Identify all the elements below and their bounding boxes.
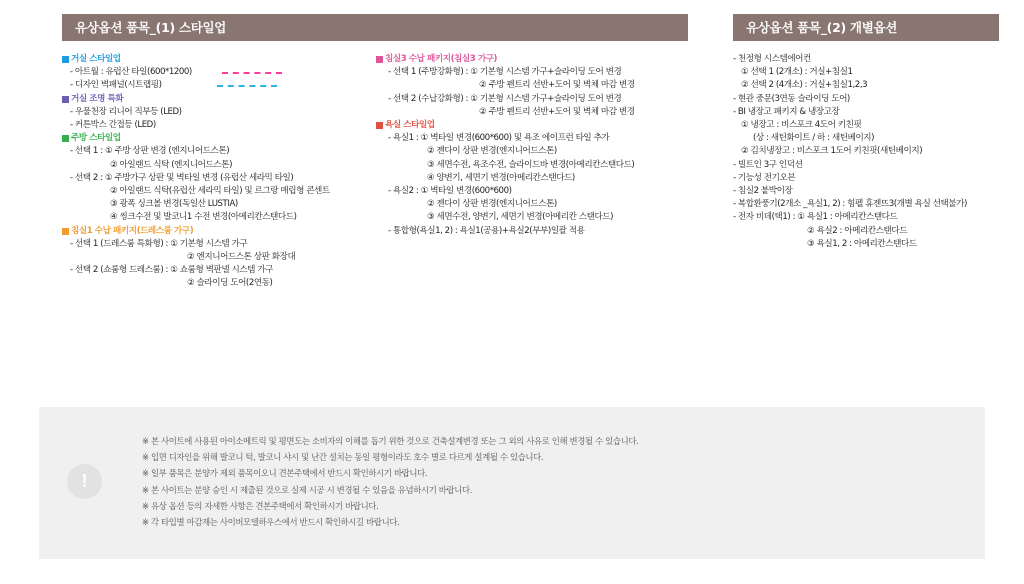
list-item: - 전자 비데(택1) : ① 욕실1 : 아메리칸스탠다드 [733,212,898,223]
living-room-section-title [62,53,330,66]
list-item: ② 엔지니어드스톤 상판 화장대 [187,252,296,263]
list-item: - 빌트인 3구 인덕션 [733,159,803,170]
list-item: ② 젠다이 상판 변경(엔지니어드스톤) [427,146,557,157]
section-title-text: 침실1 수납 패키지(드레스룸 가구) [71,225,194,236]
notice-line: ※ 각 타입별 마감재는 사이버모델하우스에서 반드시 확인하시길 바랍니다. [142,517,400,528]
section-title-text: 거실 조명 특화 [71,93,124,104]
notice-line: ※ 본 사이트는 분양 승인 시 제출된 것으로 실제 시공 시 변경될 수 있음을 유념하시기 바랍니다. [142,484,473,495]
section-header-individual-options: 유상옵션 품목_(2) 개별옵션 [733,14,999,41]
list-item: ② 선택 2 (4개소) : 거실+침실1,2,3 [741,80,868,91]
list-item: - 복합환풍기(2개소 _욕실1, 2) : 힘펠 휴젠뜨3(개별 욕실 선택불가) [733,199,967,210]
list-item: - 기능성 전기오븐 [733,172,796,183]
list-item: - BI 냉장고 패키지 & 냉장고장 [733,106,840,117]
section-title-text: 주방 스타일업 [71,133,121,144]
list-item: - 욕실1 : ① 벽타일 변경(600*600) 및 욕조 에이프런 타일 추가 [388,133,610,144]
list-item: - 현관 중문(3연동 슬라이딩 도어) [733,93,850,104]
style-up-column-1 [62,53,330,291]
list-item: ② 주방 펜트리 선반+도어 및 벽체 마감 변경 [479,80,635,91]
list-item: ③ 욕실1, 2 : 아메리칸스탠다드 [807,238,917,249]
list-item: - 천정형 시스템에어컨 [733,54,811,64]
item-text: - 디자인 벽패널(시트랩핑) [70,80,162,91]
item-text: - 아트월 : 유럽산 타일(600*1200) [70,67,192,78]
notice-line: ※ 입면 디자인을 위해 발코니 턱, 발코니 샤시 및 난간 설치는 동일 평형이라도 호수 별로 다르게 설계될 수 있습니다. [142,452,544,463]
section-title-text: 거실 스타일업 [71,54,121,64]
bath-section-title [376,119,635,132]
list-item: - 통합형(욕실1, 2) : 욕실1(공용)+욕실2(부부)일괄 적용 [388,225,585,236]
notice-line: ※ 유상 옵션 등의 자세한 사항은 견본주택에서 확인하시기 바랍니다. [142,500,379,511]
list-item: ② 젠다이 상판 변경(엔지니어드스톤) [427,199,557,210]
lighting-section-title [62,93,330,106]
list-item: ② 아일랜드 식탁 (엔지니어드스톤) [110,159,232,170]
bedroom3-square-icon [376,56,383,63]
list-item: - 커튼박스 간접등 (LED) [70,120,156,131]
list-item: ① 선택 1 (2개소) : 거실+침실1 [741,67,853,78]
list-item: - 선택 1 (드레스룸 특화형) : ① 기본형 시스템 가구 [70,238,248,249]
list-item: - 선택 2 (수납강화형) : ① 기본형 시스템 가구+슬라이딩 도어 변경 [388,93,622,104]
cyan-dash-legend-icon [217,85,277,87]
notice-box [39,407,985,559]
bedroom1-square-icon [62,228,69,235]
list-item: ④ 씽크수전 및 발코니1 수전 변경(아메리칸스탠다드) [110,212,297,223]
section-title-text: 침실3 수납 패키지(침실3 가구) [385,54,498,64]
list-item: (상 : 새틴화이트 / 하 : 새틴베이지) [753,133,875,144]
list-item: - 우물천장 리니어 직부등 (LED) [70,106,182,117]
list-item: - 선택 1 : ① 주방 상판 변경 (엔지니어드스톤) [70,146,230,157]
bath-square-icon [376,122,383,129]
list-item: - 침실2 붙박이장 [733,186,793,197]
list-item: ② 아일랜드 식탁(유럽산 세라믹 타일) 및 르그랑 매립형 콘센트 [110,186,330,197]
list-item: ② 슬라이딩 도어(2연동) [187,278,273,289]
list-item: ④ 양변기, 세면기 변경(아메리칸스탠다드) [427,172,575,183]
list-item: - 선택 1 (주방강화형) : ① 기본형 시스템 가구+슬라이딩 도어 변경 [388,67,622,78]
exclamation-icon: ! [67,464,102,499]
bedroom1-section-title [62,225,330,238]
section-title-text: 욕실 스타일업 [385,120,435,131]
bedroom3-section-title [376,53,635,66]
kitchen-section-title [62,132,330,145]
list-item: ② 욕실2 : 아메리칸스탠다드 [807,225,908,236]
notice-line: ※ 일부 품목은 분양가 제외 품목이오니 견본주택에서 반드시 확인하시기 바랍니다. [142,468,428,479]
lighting-square-icon [62,96,69,103]
list-item: - 욕실2 : ① 벽타일 변경(600*600) [388,186,512,197]
list-item: ② 김치냉장고 : 비스포크 1도어 키친핏(새틴베이지) [741,146,923,157]
list-item [62,79,330,92]
style-up-column-2 [376,53,635,238]
list-item: ③ 세면수전, 양변기, 세면기 변경(아메리칸 스탠다드) [427,212,614,223]
list-item: ② 주방 펜트리 선반+도어 및 벽체 마감 변경 [479,106,635,117]
notice-line: ※ 본 사이트에 사용된 아이소메트릭 및 평면도는 소비자의 이해를 돕기 위한 것으로 건축설계변경 또는 그 외의 사유로 인해 변경될 수 있습니다. [142,436,639,446]
living-square-icon [62,56,69,63]
list-item: - 선택 2 (쇼룸형 드레스룸) : ① 쇼룸형 벽판넬 시스템 가구 [70,265,274,276]
list-item: ③ 세면수전, 욕조수전, 슬라이드바 변경(아메리칸스탠다드) [427,159,635,170]
list-item [62,66,330,79]
section-header-style-up: 유상옵션 품목_(1) 스타일업 [62,14,688,41]
list-item: ① 냉장고 : 비스포크 4도어 키친핏 [741,120,862,131]
pink-dash-legend-icon [222,72,282,74]
list-item: ③ 광폭 싱크볼 변경(독일산 LUSTIA) [110,199,238,210]
notice-list [142,433,638,530]
kitchen-square-icon [62,135,69,142]
individual-options-column [733,53,967,251]
list-item: - 선택 2 : ① 주방가구 상판 및 벽타일 변경 (유럽산 세라믹 타일) [70,172,294,183]
